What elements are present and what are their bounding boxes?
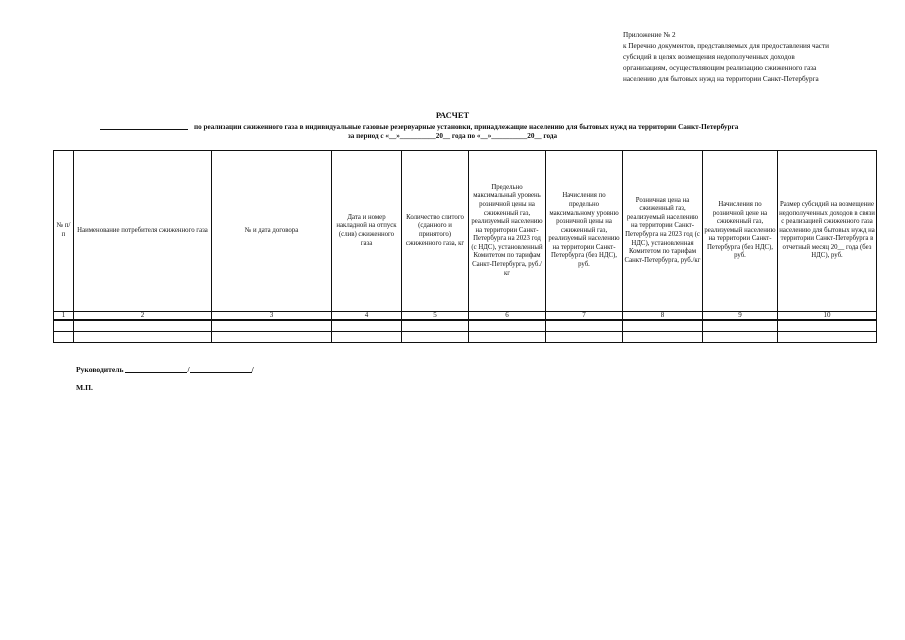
calculation-table bbox=[53, 150, 877, 343]
column-header: Розничная цена на сжиженный газ, реализуемый населению на территории Санкт-Петербурга на 2023 год (с НДС), установленная Комитетом по тарифам Санкт-Петербурга, руб./кг bbox=[623, 151, 703, 312]
signature-blank[interactable] bbox=[125, 364, 190, 374]
table-cell[interactable] bbox=[212, 332, 332, 343]
column-number: 6 bbox=[469, 312, 546, 321]
table-cell[interactable] bbox=[212, 320, 332, 332]
document-subtitle bbox=[100, 121, 738, 131]
appendix-line: субсидий в целях возмещения недополученных доходов bbox=[623, 53, 795, 61]
header-row bbox=[54, 151, 877, 312]
table-cell[interactable] bbox=[402, 320, 469, 332]
organization-blank bbox=[100, 121, 188, 130]
table-cell[interactable] bbox=[703, 332, 778, 343]
column-number: 8 bbox=[623, 312, 703, 321]
table-cell[interactable] bbox=[546, 320, 623, 332]
table-cell[interactable] bbox=[546, 332, 623, 343]
column-number: 1 bbox=[54, 312, 74, 321]
column-number: 10 bbox=[778, 312, 877, 321]
table-cell[interactable] bbox=[469, 320, 546, 332]
column-header: № п/п bbox=[54, 151, 74, 312]
column-header: № и дата договора bbox=[212, 151, 332, 312]
column-header: Количество слитого (сданного и принятого) сжиженного газа, кг bbox=[402, 151, 469, 312]
column-number: 5 bbox=[402, 312, 469, 321]
appendix-note bbox=[623, 30, 883, 85]
appendix-line: Приложение № 2 bbox=[623, 31, 676, 39]
column-number: 9 bbox=[703, 312, 778, 321]
table-cell[interactable] bbox=[54, 332, 74, 343]
column-header: Наименование потребителя сжиженного газа bbox=[74, 151, 212, 312]
appendix-line: населению для бытовых нужд на территории Санкт-Петербурга bbox=[623, 75, 819, 83]
table-cell[interactable] bbox=[469, 332, 546, 343]
table-cell[interactable] bbox=[778, 320, 877, 332]
column-header: Предельно максимальный уровень розничной цены на сжиженный газ, реализуемый населению на территории Санкт-Петербурга на 2023 год (с НДС), установленный Комитетом по тарифам Санкт-Петербурга, руб./кг bbox=[469, 151, 546, 312]
column-number: 3 bbox=[212, 312, 332, 321]
appendix-line: к Перечню документов, представляемых для предоставления части bbox=[623, 42, 829, 50]
table-cell[interactable] bbox=[332, 320, 402, 332]
column-header: Начисления по предельно максимальному уровню розничной цены на сжиженный газ, реализуемый населению на территории Санкт-Петербурга (без НДС), руб. bbox=[546, 151, 623, 312]
column-header: Начисления по розничной цене на сжиженный газ, реализуемый населению на территории Санкт-Петербурга (без НДС), руб. bbox=[703, 151, 778, 312]
table-cell[interactable] bbox=[74, 320, 212, 332]
table-cell[interactable] bbox=[778, 332, 877, 343]
table-cell[interactable] bbox=[623, 320, 703, 332]
subtitle-text: по реализации сжиженного газа в индивидуальные газовые резервуарные установки, принадлежащие населению для бытовых нужд на территории Санкт-Петербурга bbox=[194, 123, 739, 131]
column-number-row bbox=[54, 312, 877, 321]
reporting-period: за период с «__»__________20__ года по «__»__________20__ года bbox=[347, 132, 558, 140]
table-cell[interactable] bbox=[703, 320, 778, 332]
table-cell[interactable] bbox=[332, 332, 402, 343]
column-header: Дата и номер накладной на отпуск (слив) сжиженного газа bbox=[332, 151, 402, 312]
table-row bbox=[54, 320, 877, 332]
appendix-line: организациям, осуществляющим реализацию сжиженного газа bbox=[623, 64, 817, 72]
stamp-label: М.П. bbox=[76, 383, 93, 392]
signature-separator: / bbox=[251, 365, 254, 374]
signature-separator: / bbox=[187, 365, 190, 374]
column-number: 4 bbox=[332, 312, 402, 321]
document-title: РАСЧЕТ bbox=[435, 110, 470, 120]
table-cell[interactable] bbox=[402, 332, 469, 343]
signature-label: Руководитель bbox=[76, 365, 124, 374]
column-number: 2 bbox=[74, 312, 212, 321]
name-blank[interactable] bbox=[190, 364, 252, 373]
table-cell[interactable] bbox=[74, 332, 212, 343]
column-header: Размер субсидий на возмещение недополученных доходов в связи с реализацией сжиженного газа населению для бытовых нужд на территории Санкт-Петербурга в отчетный месяц 20__ года (без НДС), руб. bbox=[778, 151, 877, 312]
table-cell[interactable] bbox=[54, 320, 74, 332]
column-number: 7 bbox=[546, 312, 623, 321]
table-cell[interactable] bbox=[623, 332, 703, 343]
signature-line bbox=[76, 364, 254, 374]
table-row bbox=[54, 332, 877, 343]
